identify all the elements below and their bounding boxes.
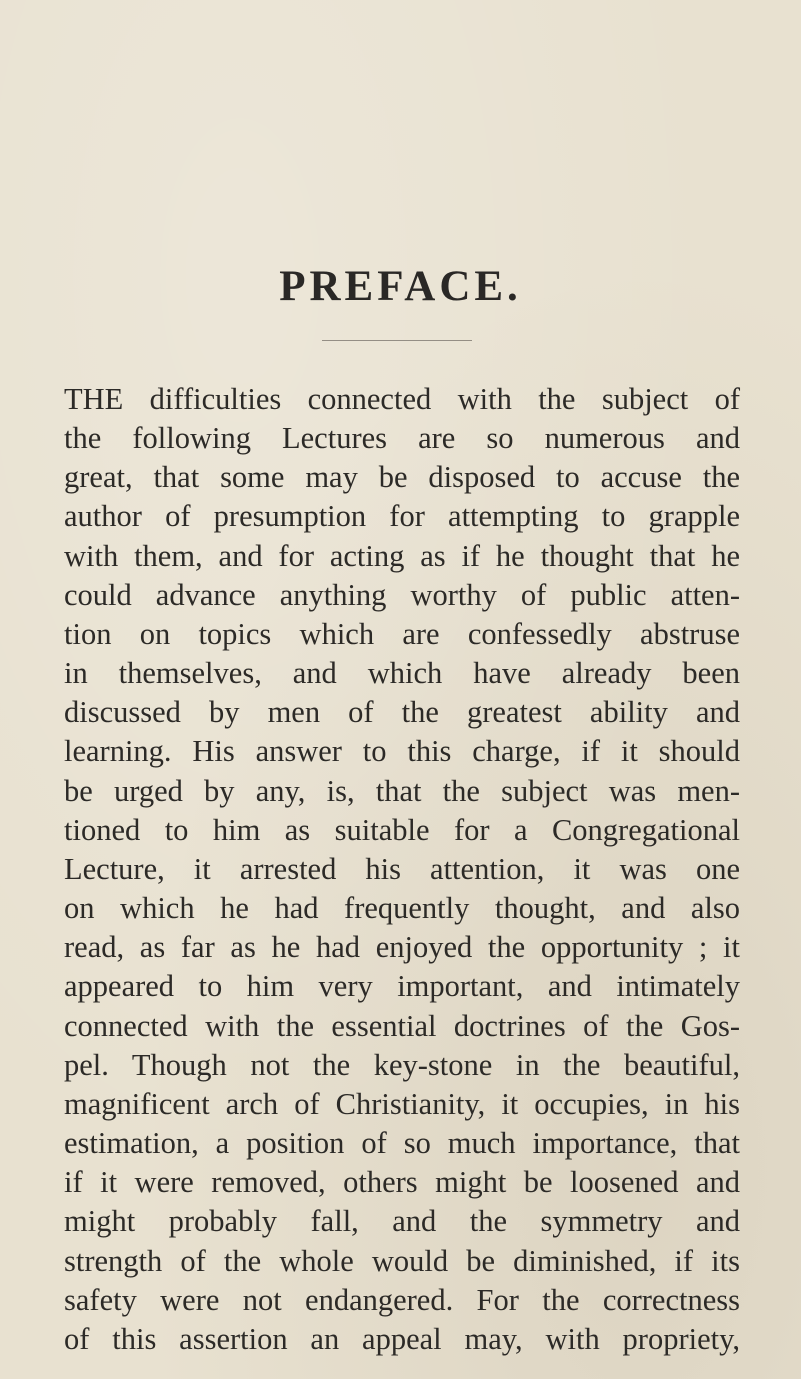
- page-heading: PREFACE.: [279, 263, 522, 310]
- text-line-1: THE difficulties connected with the subject of: [64, 382, 740, 416]
- text-line-4: author of presumption for attempting to grapple: [64, 499, 740, 533]
- text-line-25: of this assertion an appeal may, with propriety,: [64, 1322, 740, 1356]
- text-line-5: with them, and for acting as if he thought that he: [64, 539, 740, 573]
- text-line-22: might probably fall, and the symmetry and: [64, 1204, 740, 1238]
- text-line-15: read, as far as he had enjoyed the opportunity ; it: [64, 930, 740, 964]
- text-line-17: connected with the essential doctrines of the Gos-: [64, 1009, 740, 1043]
- text-line-14: on which he had frequently thought, and also: [64, 891, 740, 925]
- text-line-8: in themselves, and which have already been: [64, 656, 740, 690]
- text-line-11: be urged by any, is, that the subject was men-: [64, 774, 740, 808]
- text-line-7: tion on topics which are confessedly abstruse: [64, 617, 740, 651]
- text-line-12: tioned to him as suitable for a Congregational: [64, 813, 740, 847]
- text-line-9: discussed by men of the greatest ability and: [64, 695, 740, 729]
- text-line-18: pel. Though not the key-stone in the beautiful,: [64, 1048, 740, 1082]
- text-line-3: great, that some may be disposed to accuse the: [64, 460, 740, 494]
- heading-divider: [322, 340, 472, 341]
- text-line-23: strength of the whole would be diminished, if its: [64, 1244, 740, 1278]
- text-line-16: appeared to him very important, and intimately: [64, 969, 740, 1003]
- text-line-24: safety were not endangered. For the correctness: [64, 1283, 740, 1317]
- text-line-2: the following Lectures are so numerous and: [64, 421, 740, 455]
- text-line-20: estimation, a position of so much importance, that: [64, 1126, 740, 1160]
- text-line-6: could advance anything worthy of public atten-: [64, 578, 740, 612]
- text-line-10: learning. His answer to this charge, if it should: [64, 734, 740, 768]
- text-line-13: Lecture, it arrested his attention, it was one: [64, 852, 740, 886]
- text-line-19: magnificent arch of Christianity, it occupies, in his: [64, 1087, 740, 1121]
- text-line-21: if it were removed, others might be loosened and: [64, 1165, 740, 1199]
